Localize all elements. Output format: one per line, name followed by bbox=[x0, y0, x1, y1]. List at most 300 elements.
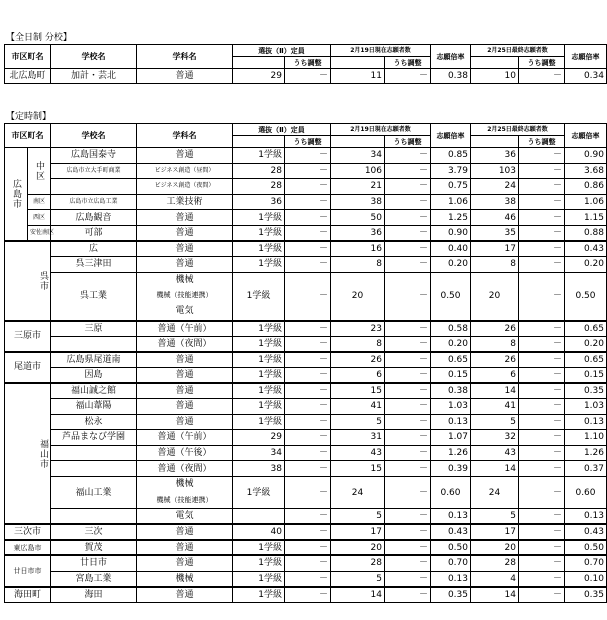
dept-cell: 普通 bbox=[137, 241, 233, 257]
rate25-cell: 0.13 bbox=[565, 509, 607, 525]
quota-cell: 28 bbox=[233, 163, 285, 179]
count25-cell: 38 bbox=[471, 194, 519, 210]
table-row bbox=[5, 69, 607, 84]
quota-adj-cell: － bbox=[285, 367, 331, 383]
quota-adj-cell: － bbox=[285, 321, 331, 337]
rate25-cell: 1.10 bbox=[565, 430, 607, 446]
col-dept: 学科名 bbox=[137, 45, 233, 69]
school-cell: 広島観音 bbox=[51, 210, 137, 226]
count19-cell: 28 bbox=[331, 555, 385, 571]
dept-cell: 機械 bbox=[137, 571, 233, 587]
quota-adj-cell: － bbox=[285, 148, 331, 164]
count19-cell: 5 bbox=[331, 509, 385, 525]
count25-cell: 35 bbox=[471, 225, 519, 241]
quota-cell: 29 bbox=[233, 69, 285, 84]
dept-cell: 普通 bbox=[137, 210, 233, 226]
city-cell: 呉市 bbox=[5, 241, 51, 320]
rate25-cell: 0.10 bbox=[565, 571, 607, 587]
quota-cell: 1学級 bbox=[233, 476, 285, 508]
adj25-cell: － bbox=[519, 148, 565, 164]
table-row bbox=[5, 414, 607, 430]
school-cell: 賀茂 bbox=[51, 540, 137, 556]
adj25-cell: － bbox=[519, 445, 565, 461]
quota-cell: 1学級 bbox=[233, 555, 285, 571]
quota-adj-cell: － bbox=[285, 179, 331, 195]
rate25-cell: 0.65 bbox=[565, 352, 607, 368]
count25-cell: 24 bbox=[471, 476, 519, 508]
adj25-cell: － bbox=[519, 210, 565, 226]
quota-adj-cell: － bbox=[285, 509, 331, 525]
table-row bbox=[5, 540, 607, 556]
school-cell: 福山誠之館 bbox=[51, 383, 137, 399]
adj25-cell: － bbox=[519, 571, 565, 587]
school-cell: 広島市立大手町商業 bbox=[51, 163, 137, 179]
adj19-cell: － bbox=[385, 524, 431, 540]
rate19-cell: 0.38 bbox=[431, 69, 471, 84]
quota-cell: 1学級 bbox=[233, 210, 285, 226]
count25-cell: 36 bbox=[471, 148, 519, 164]
count19-cell: 14 bbox=[331, 587, 385, 603]
quota-cell: 1学級 bbox=[233, 399, 285, 415]
adj25-cell: － bbox=[519, 241, 565, 257]
rate19-cell: 0.20 bbox=[431, 257, 471, 273]
dept-cell: 普通 bbox=[137, 524, 233, 540]
rate19-cell: 0.50 bbox=[431, 540, 471, 556]
dept-line: 機械（技能連携） bbox=[156, 291, 213, 300]
count19-cell: 38 bbox=[331, 194, 385, 210]
adj25-cell: － bbox=[519, 476, 565, 508]
rate19-cell: 0.35 bbox=[431, 587, 471, 603]
rate25-cell: 0.35 bbox=[565, 587, 607, 603]
fulltime-section-label: 【全日制 分校】 bbox=[6, 33, 72, 43]
city-cell: 福山市 bbox=[5, 383, 51, 524]
rate19-cell: 1.07 bbox=[431, 430, 471, 446]
quota-cell: 36 bbox=[233, 194, 285, 210]
table-row bbox=[5, 587, 607, 603]
count19-cell: 5 bbox=[331, 571, 385, 587]
quota-adj-cell: － bbox=[285, 336, 331, 352]
dept-cell: 普通（午前） bbox=[137, 430, 233, 446]
quota-cell: 29 bbox=[233, 430, 285, 446]
quota-cell: 40 bbox=[233, 524, 285, 540]
quota-adj-cell: － bbox=[285, 461, 331, 477]
col-city: 市区町名 bbox=[5, 45, 51, 69]
rate19-cell: 0.50 bbox=[431, 272, 471, 320]
quota-adj-cell: － bbox=[285, 524, 331, 540]
table-row bbox=[5, 445, 607, 461]
adj19-cell: － bbox=[385, 461, 431, 477]
adj19-cell: － bbox=[385, 571, 431, 587]
rate25-cell: 1.15 bbox=[565, 210, 607, 226]
table-row bbox=[5, 430, 607, 446]
ward-cell: 西区 bbox=[28, 210, 51, 226]
rate19-cell: 0.13 bbox=[431, 414, 471, 430]
table-row bbox=[5, 367, 607, 383]
rate25-cell: 0.43 bbox=[565, 524, 607, 540]
rate25-cell: 0.86 bbox=[565, 179, 607, 195]
dept-line: 機械 bbox=[175, 274, 194, 285]
table-row bbox=[5, 179, 607, 195]
parttime-table bbox=[4, 123, 607, 603]
col-adj25: うち調整 bbox=[519, 57, 565, 69]
dept-cell: 工業技術 bbox=[137, 194, 233, 210]
adj19-cell: － bbox=[385, 383, 431, 399]
quota-adj-cell: － bbox=[285, 210, 331, 226]
quota-adj-cell: － bbox=[285, 241, 331, 257]
adj19-cell: － bbox=[385, 336, 431, 352]
dept-cell: 普通 bbox=[137, 367, 233, 383]
count25-cell: 14 bbox=[471, 461, 519, 477]
rate19-cell: 3.79 bbox=[431, 163, 471, 179]
count25-cell: 20 bbox=[471, 272, 519, 320]
col-quota-adj: うち調整 bbox=[285, 136, 331, 148]
count25-cell: 41 bbox=[471, 399, 519, 415]
school-cell: 松永 bbox=[51, 414, 137, 430]
rate25-cell: 3.68 bbox=[565, 163, 607, 179]
rate19-cell: 1.06 bbox=[431, 194, 471, 210]
city-cell: 広島市 bbox=[5, 148, 28, 242]
adj19-cell: － bbox=[385, 272, 431, 320]
count19-cell: 17 bbox=[331, 524, 385, 540]
count19-cell: 50 bbox=[331, 210, 385, 226]
dept-cell: 普通 bbox=[137, 540, 233, 556]
count25-cell: 6 bbox=[471, 367, 519, 383]
rate19-cell: 1.03 bbox=[431, 399, 471, 415]
count19-cell: 15 bbox=[331, 461, 385, 477]
count19-cell: 23 bbox=[331, 321, 385, 337]
count25-cell: 8 bbox=[471, 336, 519, 352]
quota-cell: 1学級 bbox=[233, 336, 285, 352]
table-row bbox=[5, 509, 607, 525]
count19-cell: 8 bbox=[331, 257, 385, 273]
quota-cell: 1学級 bbox=[233, 257, 285, 273]
quota-adj-cell: － bbox=[285, 555, 331, 571]
quota-cell: 1学級 bbox=[233, 571, 285, 587]
table-row bbox=[5, 571, 607, 587]
adj25-cell: － bbox=[519, 555, 565, 571]
col-adj19: うち調整 bbox=[385, 136, 431, 148]
dept-cell: 普通（夜間） bbox=[137, 336, 233, 352]
quota-adj-cell: － bbox=[285, 571, 331, 587]
adj19-cell: － bbox=[385, 430, 431, 446]
school-cell bbox=[51, 461, 137, 477]
dept-cell: 普通（午前） bbox=[137, 321, 233, 337]
adj25-cell: － bbox=[519, 179, 565, 195]
count25-cell: 5 bbox=[471, 509, 519, 525]
rate19-cell: 0.39 bbox=[431, 461, 471, 477]
dept-cell: 普通 bbox=[137, 587, 233, 603]
quota-adj-cell: － bbox=[285, 272, 331, 320]
city-cell: 北広島町 bbox=[5, 69, 51, 84]
school-cell: 三原 bbox=[51, 321, 137, 337]
rate25-cell: 0.70 bbox=[565, 555, 607, 571]
school-cell: 加計・芸北 bbox=[51, 69, 137, 84]
count25-cell: 28 bbox=[471, 555, 519, 571]
col-count19: 2月19日現在志願者数 bbox=[331, 45, 431, 57]
school-cell: 広島市立広島工業 bbox=[51, 194, 137, 210]
rate25-cell: 1.03 bbox=[565, 399, 607, 415]
school-cell: 広 bbox=[51, 241, 137, 257]
rate25-cell: 1.06 bbox=[565, 194, 607, 210]
rate19-cell: 0.90 bbox=[431, 225, 471, 241]
adj19-cell: － bbox=[385, 225, 431, 241]
dept-cell: 普通 bbox=[137, 414, 233, 430]
city-cell: 三原市 bbox=[5, 321, 51, 352]
count19-cell: 41 bbox=[331, 399, 385, 415]
table-row bbox=[5, 352, 607, 368]
school-cell: 因島 bbox=[51, 367, 137, 383]
quota-adj-cell: － bbox=[285, 257, 331, 273]
table-row bbox=[5, 210, 607, 226]
school-cell bbox=[51, 336, 137, 352]
quota-adj-cell: － bbox=[285, 352, 331, 368]
count25-cell: 24 bbox=[471, 179, 519, 195]
header-row bbox=[5, 124, 607, 136]
count25-cell: 32 bbox=[471, 430, 519, 446]
quota-cell: 1学級 bbox=[233, 414, 285, 430]
quota-adj-cell: － bbox=[285, 587, 331, 603]
rate19-cell: 0.60 bbox=[431, 476, 471, 508]
rate25-cell: 0.20 bbox=[565, 257, 607, 273]
table-row bbox=[5, 476, 607, 508]
quota-cell: 1学級 bbox=[233, 321, 285, 337]
header-row bbox=[5, 45, 607, 57]
adj19-cell: － bbox=[385, 509, 431, 525]
dept-cell: 普通 bbox=[137, 225, 233, 241]
school-cell: 呉工業 bbox=[51, 272, 137, 320]
dept-cell: 普通（夜間） bbox=[137, 461, 233, 477]
adj19-cell: － bbox=[385, 352, 431, 368]
col-city: 市区町名 bbox=[5, 124, 51, 148]
table-row bbox=[5, 321, 607, 337]
col-rate25: 志願倍率 bbox=[565, 124, 607, 148]
adj25-cell: － bbox=[519, 509, 565, 525]
count25-cell: 103 bbox=[471, 163, 519, 179]
rate19-cell: 0.75 bbox=[431, 179, 471, 195]
quota-cell: 1学級 bbox=[233, 225, 285, 241]
dept-cell: 普通 bbox=[137, 352, 233, 368]
rate25-cell: 0.60 bbox=[565, 476, 607, 508]
dept-cell bbox=[137, 272, 233, 320]
adj25-cell: － bbox=[519, 321, 565, 337]
count25-cell: 5 bbox=[471, 414, 519, 430]
school-cell: 可部 bbox=[51, 225, 137, 241]
quota-cell: 28 bbox=[233, 179, 285, 195]
col-count25: 2月25日最終志願者数 bbox=[471, 45, 565, 57]
count19-cell: 20 bbox=[331, 540, 385, 556]
school-cell: 広島国泰寺 bbox=[51, 148, 137, 164]
city-cell: 東広島市 bbox=[5, 540, 51, 556]
rate25-cell: 0.50 bbox=[565, 540, 607, 556]
rate19-cell: 0.70 bbox=[431, 555, 471, 571]
col-quota-adj: うち調整 bbox=[285, 57, 331, 69]
rate19-cell: 0.13 bbox=[431, 509, 471, 525]
adj25-cell: － bbox=[519, 524, 565, 540]
quota-cell: 1学級 bbox=[233, 148, 285, 164]
adj25-cell: － bbox=[519, 383, 565, 399]
rate19-cell: 1.25 bbox=[431, 210, 471, 226]
adj19-cell: － bbox=[385, 367, 431, 383]
table-row bbox=[5, 194, 607, 210]
adj19-cell: － bbox=[385, 445, 431, 461]
table-row bbox=[5, 336, 607, 352]
table-row bbox=[5, 524, 607, 540]
school-cell bbox=[51, 509, 137, 525]
rate25-cell: 0.35 bbox=[565, 383, 607, 399]
quota-cell: 34 bbox=[233, 445, 285, 461]
adj19-cell: － bbox=[385, 210, 431, 226]
rate25-cell: 0.65 bbox=[565, 321, 607, 337]
dept-cell: 普通 bbox=[137, 257, 233, 273]
count19-cell: 106 bbox=[331, 163, 385, 179]
parttime-section-label: 【定時制】 bbox=[6, 112, 52, 122]
adj19-cell: － bbox=[385, 587, 431, 603]
school-cell: 芦品まなび学園 bbox=[51, 430, 137, 446]
quota-cell: 1学級 bbox=[233, 540, 285, 556]
table-row bbox=[5, 257, 607, 273]
count25-cell: 10 bbox=[471, 69, 519, 84]
adj19-cell: － bbox=[385, 148, 431, 164]
table-row bbox=[5, 272, 607, 320]
adj19-cell: － bbox=[385, 163, 431, 179]
rate25-cell: 0.34 bbox=[565, 69, 607, 84]
adj19-cell: － bbox=[385, 476, 431, 508]
school-cell: 福山工業 bbox=[51, 476, 137, 508]
count25-cell: 20 bbox=[471, 540, 519, 556]
col-adj25: うち調整 bbox=[519, 136, 565, 148]
adj25-cell: － bbox=[519, 163, 565, 179]
adj25-cell: － bbox=[519, 352, 565, 368]
rate19-cell: 0.13 bbox=[431, 571, 471, 587]
city-cell: 尾道市 bbox=[5, 352, 51, 383]
quota-cell: 1学級 bbox=[233, 352, 285, 368]
rate25-cell: 0.20 bbox=[565, 336, 607, 352]
city-cell: 三次市 bbox=[5, 524, 51, 540]
dept-cell bbox=[137, 476, 233, 508]
adj19-cell: － bbox=[385, 414, 431, 430]
quota-cell: 38 bbox=[233, 461, 285, 477]
school-cell: 海田 bbox=[51, 587, 137, 603]
count25-cell: 43 bbox=[471, 445, 519, 461]
adj19-cell: － bbox=[385, 555, 431, 571]
col-quota: 選抜（Ⅱ）定員 bbox=[233, 124, 331, 136]
adj19-cell: － bbox=[385, 241, 431, 257]
rate19-cell: 1.26 bbox=[431, 445, 471, 461]
table-row bbox=[5, 383, 607, 399]
count25-cell: 14 bbox=[471, 587, 519, 603]
count19-cell: 36 bbox=[331, 225, 385, 241]
adj19-cell: － bbox=[385, 399, 431, 415]
city-cell: 海田町 bbox=[5, 587, 51, 603]
dept-cell: 普通 bbox=[137, 399, 233, 415]
adj19-cell: － bbox=[385, 194, 431, 210]
count25-cell: 4 bbox=[471, 571, 519, 587]
col-school: 学校名 bbox=[51, 124, 137, 148]
dept-line: 機械（技能連携） bbox=[156, 495, 213, 504]
adj25-cell: － bbox=[519, 194, 565, 210]
count25-cell: 14 bbox=[471, 383, 519, 399]
dept-cell: 普通 bbox=[137, 148, 233, 164]
col-rate19: 志願倍率 bbox=[431, 45, 471, 69]
col-count19: 2月19日現在志願者数 bbox=[331, 124, 431, 136]
count19-cell: 43 bbox=[331, 445, 385, 461]
school-cell: 宮島工業 bbox=[51, 571, 137, 587]
ward-cell: 中区 bbox=[28, 148, 51, 195]
quota-adj-cell: － bbox=[285, 476, 331, 508]
count19-cell: 15 bbox=[331, 383, 385, 399]
adj19-cell: － bbox=[385, 321, 431, 337]
fulltime-table bbox=[4, 44, 607, 84]
rate19-cell: 0.85 bbox=[431, 148, 471, 164]
quota-adj-cell: － bbox=[285, 540, 331, 556]
table-row bbox=[5, 163, 607, 179]
quota-cell: 1学級 bbox=[233, 367, 285, 383]
rate25-cell: 0.50 bbox=[565, 272, 607, 320]
count19-cell: 16 bbox=[331, 241, 385, 257]
table-row bbox=[5, 148, 607, 164]
school-cell bbox=[51, 179, 137, 195]
count25-cell: 17 bbox=[471, 241, 519, 257]
count19-cell: 24 bbox=[331, 476, 385, 508]
rate19-cell: 0.43 bbox=[431, 524, 471, 540]
rate25-cell: 1.26 bbox=[565, 445, 607, 461]
ward-cell: 安佐南区 bbox=[28, 225, 51, 241]
rate19-cell: 0.40 bbox=[431, 241, 471, 257]
rate19-cell: 0.20 bbox=[431, 336, 471, 352]
quota-adj-cell: － bbox=[285, 430, 331, 446]
quota-adj-cell: － bbox=[285, 445, 331, 461]
quota-adj-cell: － bbox=[285, 194, 331, 210]
adj25-cell: － bbox=[519, 272, 565, 320]
count25-cell: 17 bbox=[471, 524, 519, 540]
count19-cell: 11 bbox=[331, 69, 385, 84]
quota-adj-cell: － bbox=[285, 225, 331, 241]
quota-adj-cell: － bbox=[285, 69, 331, 84]
rate25-cell: 0.43 bbox=[565, 241, 607, 257]
quota-adj-cell: － bbox=[285, 414, 331, 430]
count19-cell: 20 bbox=[331, 272, 385, 320]
school-cell: 呉三津田 bbox=[51, 257, 137, 273]
count19-cell: 21 bbox=[331, 179, 385, 195]
ward-cell: 南区 bbox=[28, 194, 51, 210]
adj25-cell: － bbox=[519, 461, 565, 477]
rate19-cell: 0.15 bbox=[431, 367, 471, 383]
dept-line: 機械 bbox=[175, 478, 194, 489]
col-rate25: 志願倍率 bbox=[565, 45, 607, 69]
school-cell: 福山葦陽 bbox=[51, 399, 137, 415]
count19-cell: 8 bbox=[331, 336, 385, 352]
dept-cell: 普通 bbox=[137, 555, 233, 571]
quota-cell bbox=[233, 509, 285, 525]
adj25-cell: － bbox=[519, 414, 565, 430]
adj19-cell: － bbox=[385, 179, 431, 195]
col-rate19: 志願倍率 bbox=[431, 124, 471, 148]
table-row bbox=[5, 225, 607, 241]
rate25-cell: 0.15 bbox=[565, 367, 607, 383]
adj25-cell: － bbox=[519, 367, 565, 383]
quota-adj-cell: － bbox=[285, 163, 331, 179]
dept-cell: 電気 bbox=[137, 509, 233, 525]
school-cell bbox=[51, 445, 137, 461]
adj19-cell: － bbox=[385, 257, 431, 273]
rate25-cell: 0.13 bbox=[565, 414, 607, 430]
adj25-cell: － bbox=[519, 69, 565, 84]
rate19-cell: 0.38 bbox=[431, 383, 471, 399]
adj19-cell: － bbox=[385, 69, 431, 84]
city-cell: 廿日市市 bbox=[5, 555, 51, 586]
adj25-cell: － bbox=[519, 257, 565, 273]
col-school: 学校名 bbox=[51, 45, 137, 69]
